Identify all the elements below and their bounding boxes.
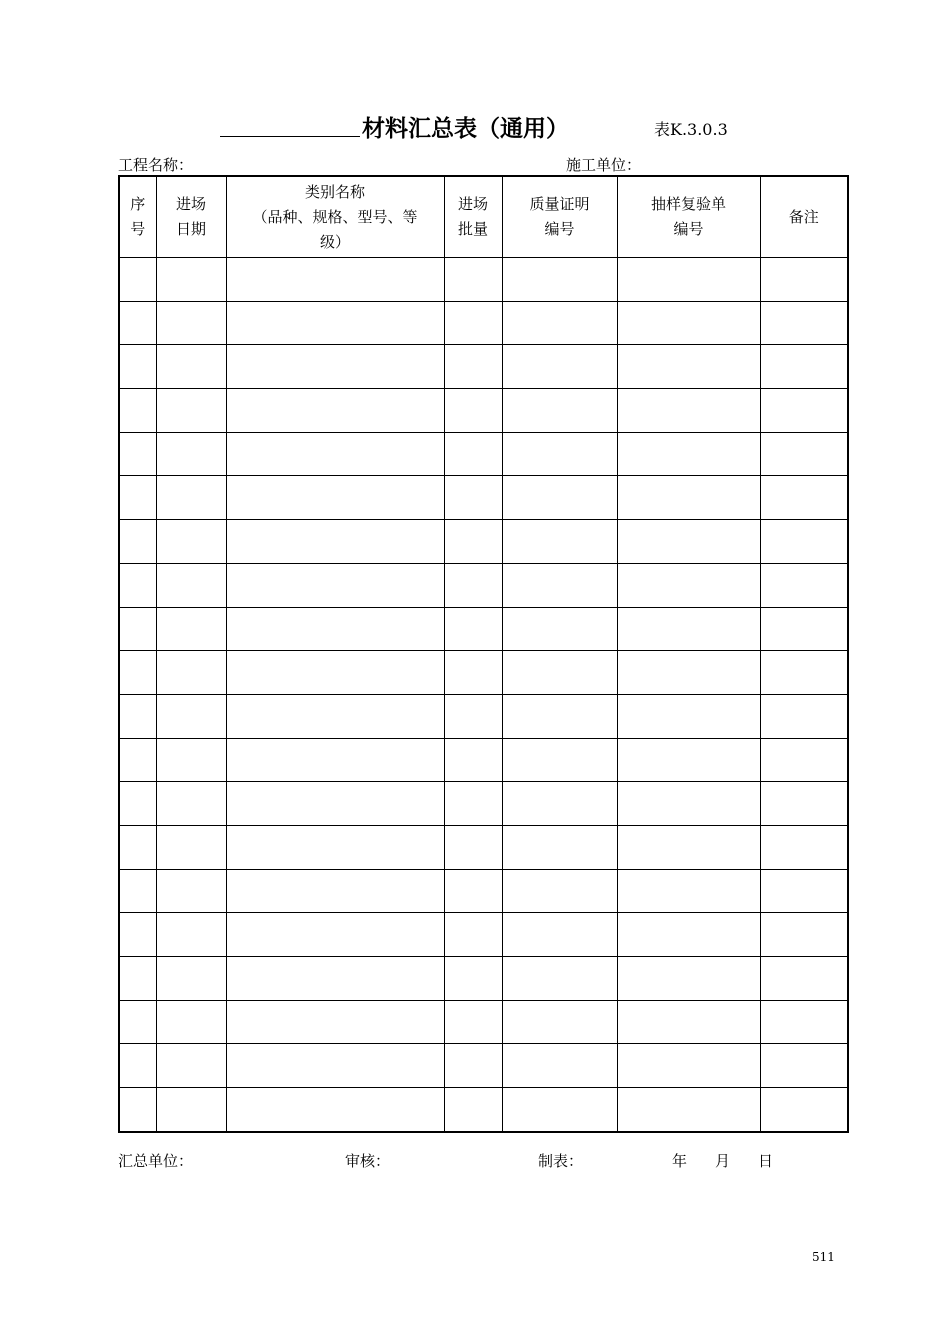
table-cell[interactable] xyxy=(444,389,502,433)
table-cell[interactable] xyxy=(760,738,848,782)
table-cell[interactable] xyxy=(119,957,156,1001)
table-cell[interactable] xyxy=(444,957,502,1001)
table-cell[interactable] xyxy=(444,258,502,302)
col-header-remarks: 备注 xyxy=(760,176,848,258)
table-cell[interactable] xyxy=(156,520,226,564)
table-cell[interactable] xyxy=(119,301,156,345)
table-cell[interactable] xyxy=(760,1088,848,1132)
table-cell[interactable] xyxy=(760,913,848,957)
table-cell[interactable] xyxy=(444,345,502,389)
table-cell[interactable] xyxy=(226,607,444,651)
table-cell[interactable] xyxy=(119,563,156,607)
table-cell[interactable] xyxy=(502,432,617,476)
table-cell[interactable] xyxy=(444,869,502,913)
table-cell[interactable] xyxy=(760,1044,848,1088)
table-cell[interactable] xyxy=(444,1088,502,1132)
table-cell[interactable] xyxy=(760,825,848,869)
table-cell[interactable] xyxy=(617,389,760,433)
table-cell[interactable] xyxy=(502,301,617,345)
table-cell[interactable] xyxy=(156,738,226,782)
table-cell[interactable] xyxy=(617,694,760,738)
table-cell[interactable] xyxy=(119,651,156,695)
table-row xyxy=(119,869,848,913)
month-label: 月 xyxy=(715,1152,731,1170)
table-cell[interactable] xyxy=(617,738,760,782)
table-cell[interactable] xyxy=(444,607,502,651)
col-header-batch: 进场 批量 xyxy=(444,176,502,258)
table-cell[interactable] xyxy=(226,301,444,345)
table-cell[interactable] xyxy=(156,345,226,389)
table-cell[interactable] xyxy=(119,389,156,433)
table-cell[interactable] xyxy=(502,563,617,607)
table-cell[interactable] xyxy=(760,782,848,826)
table-cell[interactable] xyxy=(226,563,444,607)
table-row xyxy=(119,957,848,1001)
table-cell[interactable] xyxy=(226,520,444,564)
table-cell[interactable] xyxy=(617,1088,760,1132)
table-cell[interactable] xyxy=(502,869,617,913)
table-cell[interactable] xyxy=(156,563,226,607)
table-cell[interactable] xyxy=(156,694,226,738)
table-row xyxy=(119,738,848,782)
date-labels xyxy=(672,1150,801,1171)
table-row xyxy=(119,345,848,389)
project-name-label: 工程名称： xyxy=(118,156,194,174)
table-row xyxy=(119,694,848,738)
table-cell[interactable] xyxy=(226,738,444,782)
table-cell[interactable] xyxy=(617,432,760,476)
table-cell[interactable] xyxy=(502,1000,617,1044)
table-cell[interactable] xyxy=(617,301,760,345)
page-title: 材料汇总表（通用） xyxy=(362,116,569,142)
col-header-quality-cert: 质量证明 编号 xyxy=(502,176,617,258)
table-row xyxy=(119,301,848,345)
table-cell[interactable] xyxy=(226,694,444,738)
material-summary-table xyxy=(118,175,849,1133)
table-cell[interactable] xyxy=(760,563,848,607)
table-row xyxy=(119,389,848,433)
table-cell[interactable] xyxy=(760,476,848,520)
table-cell[interactable] xyxy=(226,782,444,826)
table-cell[interactable] xyxy=(119,432,156,476)
table-cell[interactable] xyxy=(502,694,617,738)
table-cell[interactable] xyxy=(226,345,444,389)
table-cell[interactable] xyxy=(444,520,502,564)
table-cell[interactable] xyxy=(444,651,502,695)
table-cell[interactable] xyxy=(119,1088,156,1132)
table-cell[interactable] xyxy=(617,476,760,520)
table-cell[interactable] xyxy=(617,520,760,564)
table-cell[interactable] xyxy=(226,825,444,869)
table-cell[interactable] xyxy=(617,913,760,957)
table-cell[interactable] xyxy=(226,432,444,476)
table-cell[interactable] xyxy=(119,694,156,738)
table-cell[interactable] xyxy=(760,301,848,345)
table-cell[interactable] xyxy=(617,782,760,826)
table-cell[interactable] xyxy=(502,913,617,957)
table-cell[interactable] xyxy=(444,301,502,345)
table-cell[interactable] xyxy=(444,913,502,957)
table-cell[interactable] xyxy=(502,738,617,782)
table-cell[interactable] xyxy=(760,389,848,433)
table-cell[interactable] xyxy=(119,825,156,869)
table-row xyxy=(119,1088,848,1132)
table-cell[interactable] xyxy=(226,651,444,695)
page-number: 511 xyxy=(812,1250,835,1264)
table-row xyxy=(119,1044,848,1088)
table-cell[interactable] xyxy=(760,651,848,695)
table-cell[interactable] xyxy=(156,389,226,433)
table-row xyxy=(119,825,848,869)
day-label: 日 xyxy=(758,1152,774,1170)
table-cell[interactable] xyxy=(119,345,156,389)
table-cell[interactable] xyxy=(760,957,848,1001)
table-cell[interactable] xyxy=(156,607,226,651)
table-cell[interactable] xyxy=(156,1000,226,1044)
table-cell[interactable] xyxy=(502,1088,617,1132)
table-cell[interactable] xyxy=(226,258,444,302)
table-cell[interactable] xyxy=(226,957,444,1001)
table-cell[interactable] xyxy=(444,694,502,738)
col-header-category: 类别名称 （品种、规格、型号、等 级） xyxy=(226,176,444,258)
table-cell[interactable] xyxy=(119,869,156,913)
table-cell[interactable] xyxy=(226,389,444,433)
table-cell[interactable] xyxy=(156,476,226,520)
table-cell[interactable] xyxy=(119,607,156,651)
table-cell[interactable] xyxy=(760,869,848,913)
table-row xyxy=(119,432,848,476)
table-cell[interactable] xyxy=(119,476,156,520)
table-cell[interactable] xyxy=(119,1044,156,1088)
year-label: 年 xyxy=(672,1152,688,1170)
table-cell[interactable] xyxy=(617,1044,760,1088)
table-row xyxy=(119,782,848,826)
table-cell[interactable] xyxy=(156,1044,226,1088)
table-cell[interactable] xyxy=(617,345,760,389)
table-cell[interactable] xyxy=(760,607,848,651)
table-cell[interactable] xyxy=(502,607,617,651)
table-cell[interactable] xyxy=(156,301,226,345)
table-cell[interactable] xyxy=(502,389,617,433)
table-row xyxy=(119,607,848,651)
table-cell[interactable] xyxy=(226,1044,444,1088)
table-row xyxy=(119,563,848,607)
summary-unit-label: 汇总单位： xyxy=(118,1152,194,1170)
table-cell[interactable] xyxy=(617,869,760,913)
table-cell[interactable] xyxy=(119,738,156,782)
table-cell[interactable] xyxy=(156,782,226,826)
table-cell[interactable] xyxy=(760,345,848,389)
table-cell[interactable] xyxy=(444,1044,502,1088)
table-cell[interactable] xyxy=(760,520,848,564)
table-cell[interactable] xyxy=(617,651,760,695)
table-cell[interactable] xyxy=(760,258,848,302)
table-cell[interactable] xyxy=(226,869,444,913)
table-cell[interactable] xyxy=(156,825,226,869)
table-row xyxy=(119,520,848,564)
table-cell[interactable] xyxy=(156,1088,226,1132)
table-cell[interactable] xyxy=(760,1000,848,1044)
table-cell[interactable] xyxy=(760,432,848,476)
col-header-entry-date: 进场 日期 xyxy=(156,176,226,258)
table-row xyxy=(119,258,848,302)
table-cell[interactable] xyxy=(119,520,156,564)
table-cell[interactable] xyxy=(444,738,502,782)
table-cell[interactable] xyxy=(444,825,502,869)
table-cell[interactable] xyxy=(226,1088,444,1132)
table-cell[interactable] xyxy=(502,345,617,389)
table-cell[interactable] xyxy=(502,782,617,826)
table-cell[interactable] xyxy=(444,432,502,476)
table-cell[interactable] xyxy=(502,476,617,520)
table-cell[interactable] xyxy=(444,563,502,607)
contractor-label: 施工单位： xyxy=(566,156,642,174)
table-cell[interactable] xyxy=(119,258,156,302)
table-row xyxy=(119,651,848,695)
title-blank-line xyxy=(220,136,360,137)
table-cell[interactable] xyxy=(119,1000,156,1044)
table-cell[interactable] xyxy=(226,476,444,520)
table-cell[interactable] xyxy=(502,651,617,695)
table-cell[interactable] xyxy=(444,476,502,520)
table-cell[interactable] xyxy=(502,1044,617,1088)
table-row xyxy=(119,913,848,957)
table-cell[interactable] xyxy=(617,258,760,302)
table-cell[interactable] xyxy=(119,913,156,957)
table-row xyxy=(119,476,848,520)
table-cell[interactable] xyxy=(226,913,444,957)
table-row xyxy=(119,1000,848,1044)
table-cell[interactable] xyxy=(156,432,226,476)
table-cell[interactable] xyxy=(156,913,226,957)
table-cell[interactable] xyxy=(156,258,226,302)
table-cell[interactable] xyxy=(156,869,226,913)
table-cell[interactable] xyxy=(617,957,760,1001)
table-cell[interactable] xyxy=(617,1000,760,1044)
table-cell[interactable] xyxy=(617,825,760,869)
table-cell[interactable] xyxy=(444,782,502,826)
col-header-seq: 序 号 xyxy=(119,176,156,258)
table-cell[interactable] xyxy=(617,607,760,651)
table-cell[interactable] xyxy=(119,782,156,826)
table-cell[interactable] xyxy=(502,957,617,1001)
table-header-row xyxy=(119,176,848,258)
table-cell[interactable] xyxy=(444,1000,502,1044)
review-label: 审核： xyxy=(345,1152,391,1170)
table-cell[interactable] xyxy=(760,694,848,738)
table-cell[interactable] xyxy=(502,258,617,302)
table-cell[interactable] xyxy=(502,825,617,869)
form-code: 表K.3.0.3 xyxy=(654,120,728,139)
prepared-by-label: 制表： xyxy=(538,1152,584,1170)
table-cell[interactable] xyxy=(226,1000,444,1044)
table-cell[interactable] xyxy=(156,651,226,695)
table-cell[interactable] xyxy=(502,520,617,564)
col-header-sample-retest: 抽样复验单 编号 xyxy=(617,176,760,258)
table-cell[interactable] xyxy=(617,563,760,607)
table-cell[interactable] xyxy=(156,957,226,1001)
